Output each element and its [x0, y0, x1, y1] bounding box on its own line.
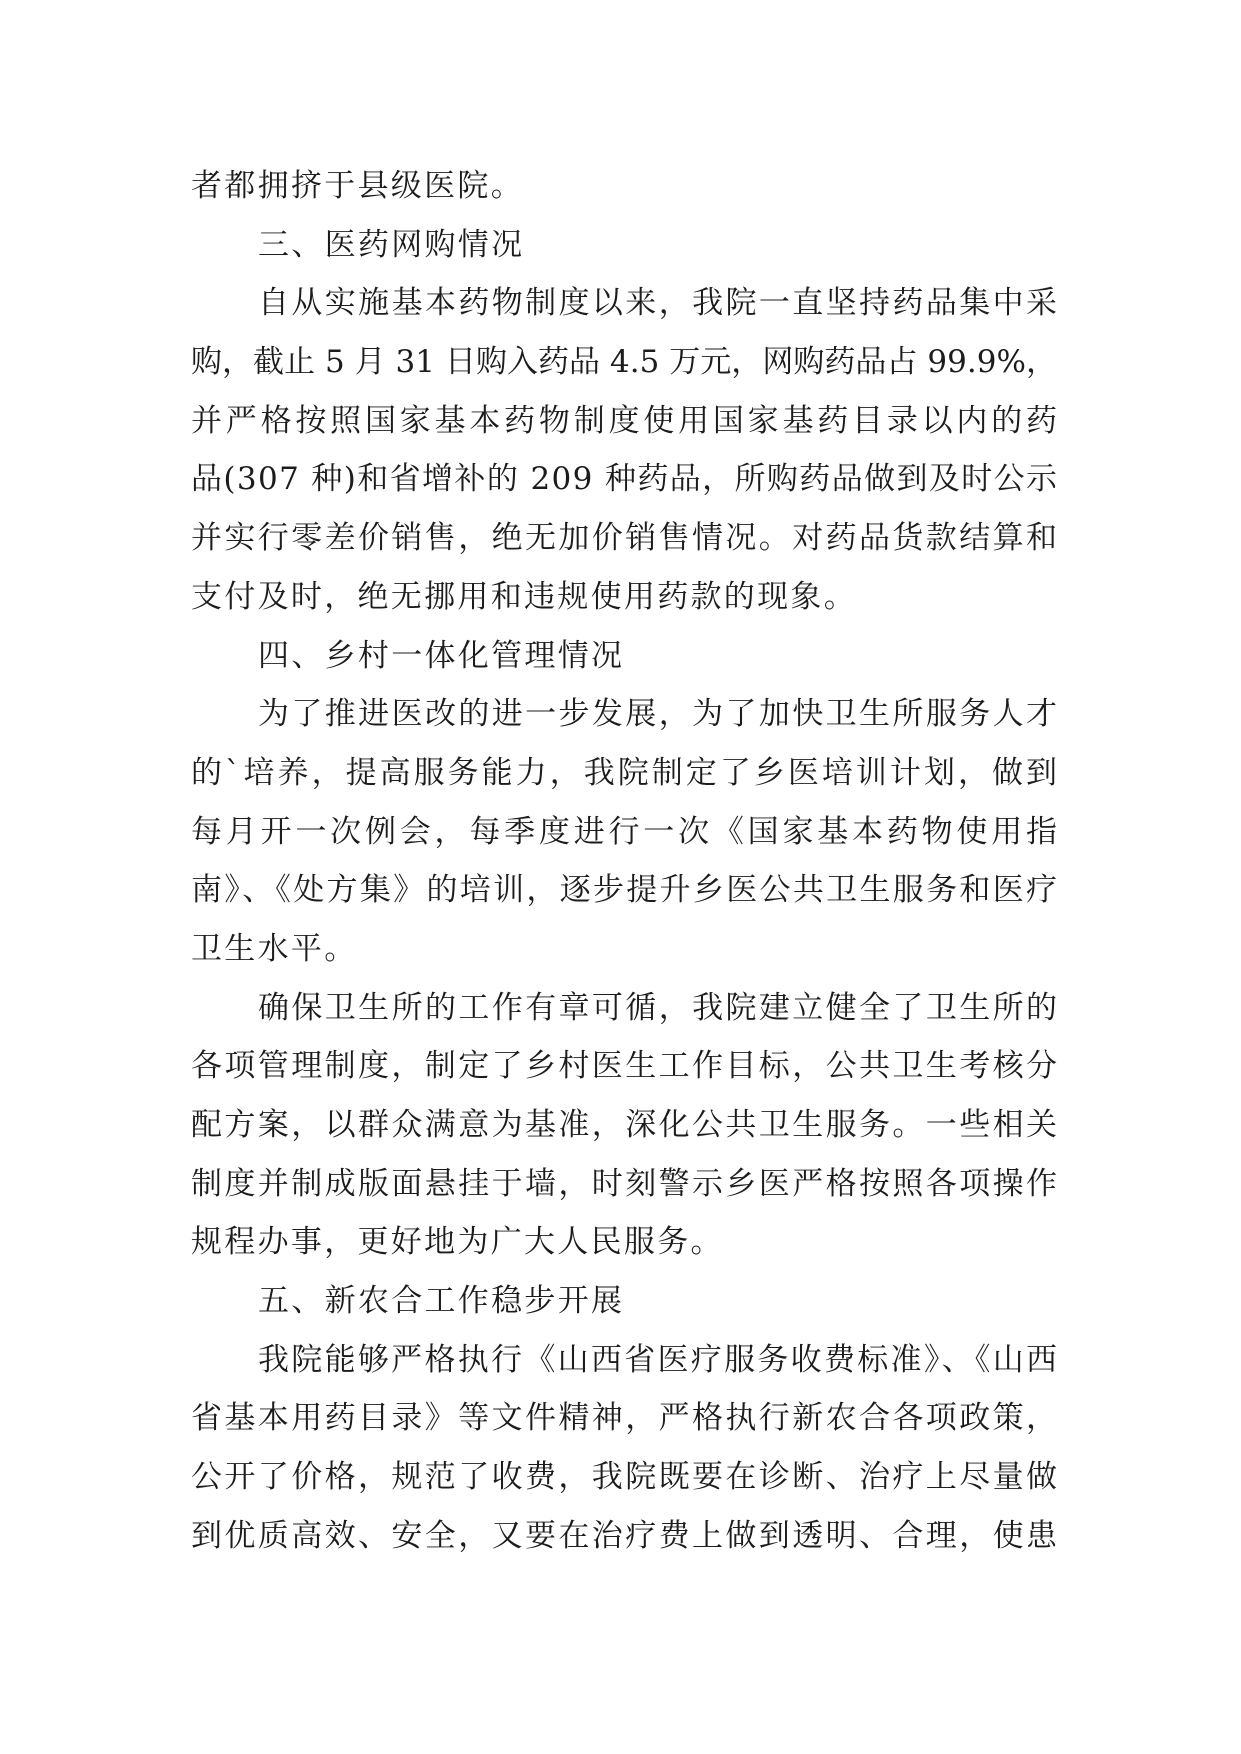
body-text-line: 到优质高效、安全，又要在治疗费上做到透明、合理，使患: [191, 1517, 1060, 1554]
body-text-line: 每月开一次例会，每季度进行一次《国家基本药物使用指: [191, 813, 1061, 850]
body-text-line: 确保卫生所的工作有章可循，我院建立健全了卫生所的: [258, 989, 1060, 1026]
document-body: [191, 157, 1061, 1566]
body-text-line: 卫生水平。: [191, 930, 358, 967]
body-text-line: 品(307 种)和省增补的 209 种药品，所购药品做到及时公示: [191, 461, 1059, 498]
body-text-line: 制度并制成版面悬挂于墙，时刻警示乡医严格按照各项操作: [191, 1165, 1060, 1202]
section-heading: 四、乡村一体化管理情况: [258, 637, 625, 674]
body-text-line: 的`培养，提高服务能力，我院制定了乡医培训计划，做到: [191, 754, 1061, 791]
section-heading: 五、新农合工作稳步开展: [258, 1283, 625, 1320]
body-text-line: 者都拥挤于县级医院。: [191, 168, 524, 204]
body-text-line: 为了推进医改的进一步发展，为了加快卫生所服务人才: [258, 696, 1060, 733]
body-text-line: 支付及时，绝无挪用和违规使用药款的现象。: [191, 578, 857, 615]
body-text-line: 省基本用药目录》等文件精神，严格执行新农合各项政策，: [191, 1400, 1060, 1437]
section-heading: 三、医药网购情况: [258, 226, 525, 263]
body-text-line: 我院能够严格执行《山西省医疗服务收费标准》、《山西: [258, 1341, 1060, 1378]
body-text-line: 并实行零差价销售，绝无加价销售情况。对药品货款结算和: [191, 520, 1060, 557]
body-text-line: 购，截止 5 月 31 日购入药品 4.5 万元，网购药品占 99.9%，: [191, 344, 1058, 381]
body-text-line: 并严格按照国家基本药物制度使用国家基药目录以内的药: [191, 402, 1061, 439]
body-text-line: 自从实施基本药物制度以来，我院一直坚持药品集中采: [258, 285, 1060, 322]
body-text-line: 规程办事，更好地为广大人民服务。: [191, 1224, 724, 1261]
body-text-line: 配方案，以群众满意为基准，深化公共卫生服务。一些相关: [191, 1107, 1060, 1143]
body-text-line: 南》、《处方集》的培训，逐步提升乡医公共卫生服务和医疗: [191, 872, 1060, 909]
body-text-line: 各项管理制度，制定了乡村医生工作目标，公共卫生考核分: [191, 1048, 1060, 1085]
body-text-line: 公开了价格，规范了收费，我院既要在诊断、治疗上尽量做: [191, 1459, 1060, 1496]
